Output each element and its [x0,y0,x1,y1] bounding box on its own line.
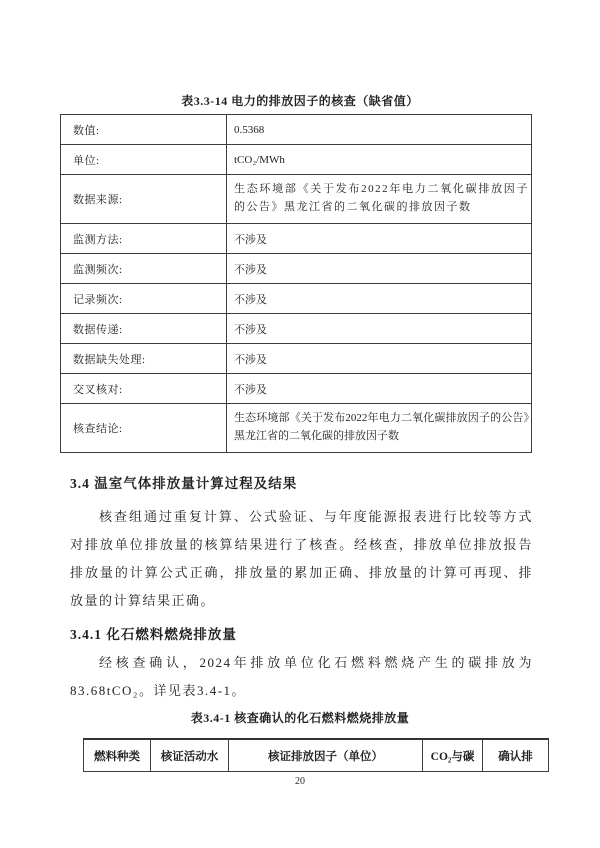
column-header: 燃料种类 [84,739,151,772]
table-row [61,314,532,344]
table-row [61,254,532,284]
row-value: tCO₂/MWh [227,145,532,175]
table-row [61,145,532,175]
row-label: 交叉核对: [61,374,227,404]
column-header: 核证活动水 [151,739,229,772]
section-heading-3-4: 3.4 温室气体排放量计算过程及结果 [70,476,298,491]
row-label: 数据来源: [61,175,227,224]
row-value: 不涉及 [227,314,532,344]
row-label: 核查结论: [61,404,227,453]
table-3-3-14 [60,114,532,453]
row-value: 不涉及 [227,284,532,314]
section-heading-3-4-1: 3.4.1 化石燃料燃烧排放量 [70,627,237,642]
row-label: 监测方法: [61,224,227,254]
table-row [61,175,532,224]
table-row [61,374,532,404]
column-header: 核证排放因子（单位） [229,739,423,772]
row-label: 数值: [61,115,227,145]
table-row [61,284,532,314]
row-label: 单位: [61,145,227,175]
row-label: 数据缺失处理: [61,344,227,374]
table-row [61,404,532,453]
table-3-3-14-caption: 表3.3-14 电力的排放因子的核查（缺省值） [181,94,419,108]
row-value: 不涉及 [227,374,532,404]
row-label: 数据传递: [61,314,227,344]
table-header-row [84,739,549,772]
row-label: 监测频次: [61,254,227,284]
row-value: 不涉及 [227,344,532,374]
table-3-4-1-caption: 表3.4-1 核查确认的化石燃料燃烧排放量 [190,711,410,725]
page-number: 20 [295,776,305,787]
row-value: 生态环境部《关于发布2022年电力二氧化碳排放因子的公告》黑龙江省的二氧化碳的排放因子数 [227,404,532,453]
row-value: 0.5368 [227,115,532,145]
column-header: 确认排 [483,739,549,772]
row-label: 记录频次: [61,284,227,314]
table-3-4-1 [83,738,549,772]
row-value: 不涉及 [227,254,532,284]
table-row [61,115,532,145]
table-row [61,344,532,374]
row-value: 生态环境部《关于发布2022年电力二氧化碳排放因子的公告》黑龙江省的二氧化碳的排放因子数 [227,175,532,224]
section-3-4-paragraph: 核查组通过重复计算、公式验证、与年度能源报表进行比较等方式对排放单位排放量的核算结果进行了核查。经核查，排放单位排放报告排放量的计算公式正确，排放量的累加正确、排放量的计算可再现、排放量的计算结果正确。 [70,509,533,608]
column-header: CO₂与碳 [423,739,483,772]
row-value: 不涉及 [227,224,532,254]
table-row [61,224,532,254]
section-3-4-1-paragraph: 经核查确认，2024年排放单位化石燃料燃烧产生的碳排放为83.68tCO₂。详见表3.4-1。 [70,655,533,698]
